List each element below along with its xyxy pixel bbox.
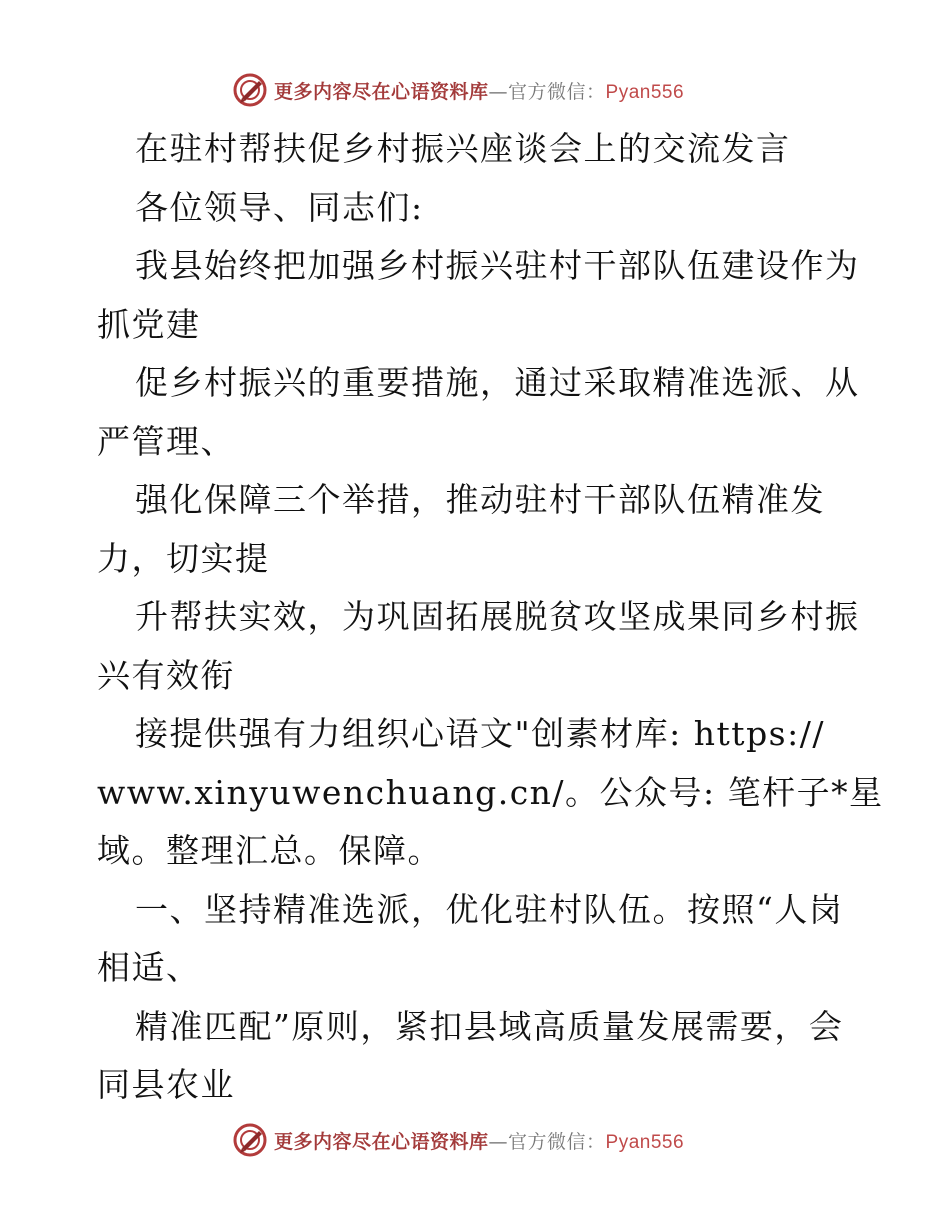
body-line: 促乡村振兴的重要措施，通过采取精准选派、从 bbox=[135, 363, 860, 402]
banner-handle: Pyan556 bbox=[605, 1131, 685, 1153]
body-line: 严管理、 bbox=[97, 421, 235, 461]
banner-contact-label: 官方微信： bbox=[508, 80, 606, 103]
body-line: 强化保障三个举措，推动驻村干部队伍精准发 bbox=[135, 480, 825, 519]
footer-banner bbox=[232, 1120, 712, 1160]
banner-handle: Pyan556 bbox=[605, 81, 685, 103]
body-line: www.xinyuwenchuang.cn/。公众号: 笔杆子*星 bbox=[97, 772, 884, 812]
banner-brand: 更多内容尽在心语资料库 bbox=[274, 1130, 489, 1153]
body-line: 抓党建 bbox=[97, 304, 201, 344]
body-line: 我县始终把加强乡村振兴驻村干部队伍建设作为 bbox=[135, 246, 860, 285]
body-line: 域。整理汇总。保障。 bbox=[97, 831, 442, 870]
body-line: 精准匹配”原则，紧扣县域高质量发展需要，会 bbox=[135, 1006, 844, 1046]
banner-separator: — bbox=[488, 80, 509, 103]
brand-logo-icon bbox=[232, 72, 268, 108]
body-line: 相适、 bbox=[97, 948, 201, 987]
body-line: 兴有效衔 bbox=[97, 655, 235, 695]
banner-contact-label: 官方微信： bbox=[508, 1130, 606, 1153]
banner-brand: 更多内容尽在心语资料库 bbox=[274, 80, 489, 103]
body-line: 接提供强有力组织心语文"创素材库: https:// bbox=[135, 714, 825, 753]
body-line: 同县农业 bbox=[97, 1065, 235, 1104]
document-body bbox=[97, 120, 884, 1115]
banner-text bbox=[274, 77, 684, 104]
header-banner bbox=[232, 70, 712, 110]
body-line: 升帮扶实效，为巩固拓展脱贫攻坚成果同乡村振 bbox=[135, 597, 860, 636]
brand-logo-icon bbox=[232, 1122, 268, 1158]
body-line: 一、坚持精准选派，优化驻村队伍。按照“人岗 bbox=[135, 889, 844, 929]
banner-separator: — bbox=[488, 1130, 509, 1153]
body-line: 力，切实提 bbox=[97, 538, 270, 578]
body-line: 在驻村帮扶促乡村振兴座谈会上的交流发言 bbox=[135, 129, 791, 168]
body-line: 各位领导、同志们: bbox=[135, 187, 424, 227]
banner-text bbox=[274, 1127, 684, 1154]
